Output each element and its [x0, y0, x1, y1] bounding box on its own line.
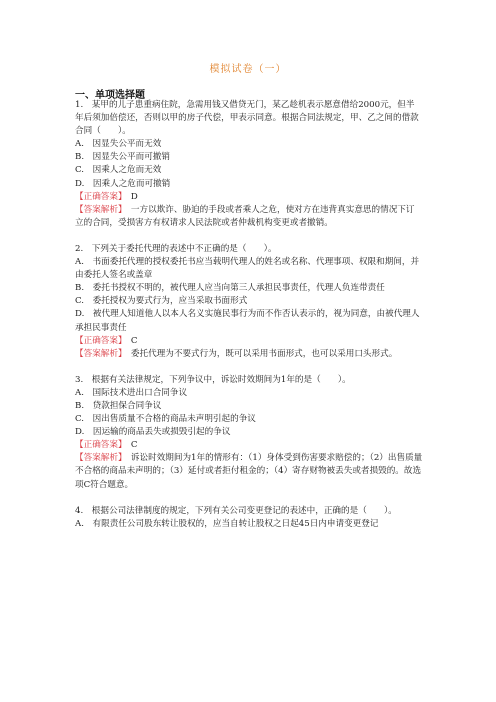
analysis-line: [75, 204, 423, 230]
analysis-label: 【答案解析】: [75, 348, 123, 359]
answer-line: [75, 191, 423, 204]
answer-line: [75, 335, 423, 348]
analysis-text: 委托代理为不要式行为，既可以采用书面形式，也可以采用口头形式。: [130, 348, 398, 359]
answer-label: 【正确答案】: [75, 191, 123, 202]
option-d: D. 因乘人之危而可撤销: [75, 178, 171, 189]
question-4: [75, 505, 423, 531]
analysis-line: [75, 348, 423, 361]
option-b: B. 因显失公平而可撤销: [75, 152, 170, 163]
option-d: D. 因运输的商品丢失或损毁引起的争议: [75, 427, 231, 438]
option-a: A. 有限责任公司股东转让股权的，应当自转让股权之日起45日内申请变更登记: [75, 518, 379, 529]
question-stem: 1. 某甲的儿子患重病住院，急需用钱又借贷无门，某乙趁机表示愿意借给2000元，但半年后须加倍偿还，否则以甲的房子代偿，甲表示同意。根据合同法规定，甲、乙之间的借款合同（ ）。: [75, 100, 419, 137]
page-title: 模拟试卷（一）: [209, 64, 287, 75]
answer-label: 【正确答案】: [75, 335, 123, 346]
answer-label: 【正确答案】: [75, 440, 123, 451]
answer-value: C: [130, 440, 138, 451]
question-list: [75, 99, 423, 531]
question-stem: 4. 根据公司法律制度的规定，下列有关公司变更登记的表述中，正确的是（ ）。: [75, 505, 397, 516]
question-stem: 2. 下列关于委托代理的表述中不正确的是（ ）。: [75, 243, 277, 254]
analysis-text: 一方以欺诈、胁迫的手段或者乘人之危，使对方在违背真实意思的情况下订立的合同，受损害方有权请求人民法院或者仲裁机构变更或者撤销。: [75, 204, 415, 228]
option-c: C. 因出售质量不合格的商品未声明引起的争议: [75, 414, 256, 425]
section-heading: 一、单项选择题: [75, 90, 145, 101]
option-a: A. 书面委托代理的授权委托书应当载明代理人的姓名或名称、代理事项、权限和期间，并由委托人签名或盖章: [75, 257, 420, 281]
analysis-text: 诉讼时效期间为1年的情形有：（1）身体受到伤害要求赔偿的；（2）出售质量不合格的商品未声明的；（3）延付或者拒付租金的；（4）寄存财物被丢失或者损毁的。故选项C符合题意。: [75, 453, 423, 490]
option-b: B. 委托书授权不明的，被代理人应当向第三人承担民事责任，代理人负连带责任: [75, 283, 385, 294]
spacer: [75, 361, 423, 374]
answer-value: C: [130, 335, 138, 346]
option-c: C. 委托授权为要式行为，应当采取书面形式: [75, 296, 248, 307]
option-d: D. 被代理人知道他人以本人名义实施民事行为而不作否认表示的，视为同意，由被代理人承担民事责任: [75, 309, 420, 333]
question-2: [75, 243, 423, 361]
answer-value: D: [130, 191, 138, 202]
analysis-label: 【答案解析】: [75, 453, 123, 464]
option-b: B. 贷款担保合同争议: [75, 400, 162, 411]
question-3: [75, 374, 423, 492]
analysis-line: [75, 452, 423, 491]
spacer: [75, 492, 423, 505]
analysis-label: 【答案解析】: [75, 204, 123, 215]
question-1: [75, 99, 423, 230]
answer-line: [75, 439, 423, 452]
option-a: A. 因显失公平而无效: [75, 139, 162, 150]
option-c: C. 因乘人之危而无效: [75, 165, 162, 176]
option-a: A. 国际技术进出口合同争议: [75, 387, 188, 398]
question-stem: 3. 根据有关法律规定，下列争议中，诉讼时效期间为1年的是（ ）。: [75, 374, 351, 385]
spacer: [75, 230, 423, 243]
